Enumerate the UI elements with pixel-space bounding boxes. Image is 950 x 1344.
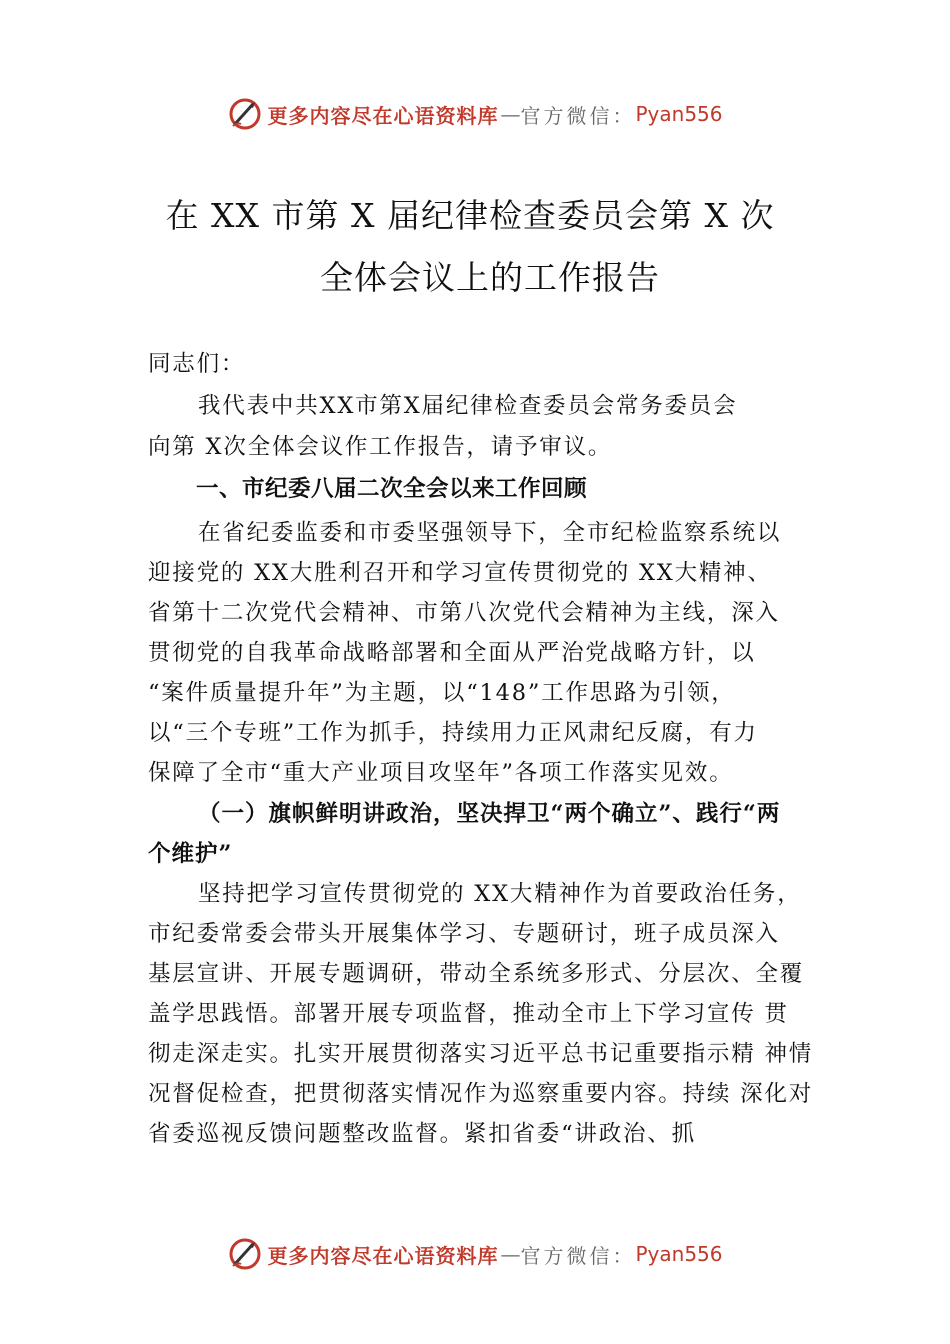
intro-line: 我代表中共XX市第X届纪律检查委员会常务委员会 [198, 393, 738, 419]
salutation: 同志们： [148, 351, 246, 377]
paragraph-line: 在省纪委监委和市委坚强领导下，全市纪检监察系统以 [198, 520, 782, 546]
banner-separator: — [500, 102, 521, 126]
doc-title-line-1: 在 XX 市第 X 届纪律检查委员会第 X 次 [165, 196, 775, 235]
paragraph-line: 省第十二次党代会精神、市第八次党代会精神为主线，深入 [148, 600, 780, 626]
paragraph-line: 市纪委常委会带头开展集体学习、专题研讨，班子成员深入 [148, 921, 780, 947]
pen-logo-icon [227, 1236, 263, 1272]
paragraph-line: 况督促检查，把贯彻落实情况作为巡察重要内容。持续 深化对 [148, 1081, 814, 1107]
paragraph-line: 迎接党的 XX大胜利召开和学习宣传贯彻党的 XX大精神、 [148, 560, 772, 586]
subsection-heading: 个维护” [148, 841, 233, 867]
paragraph-line: 盖学思践悟。部署开展专项监督，推动全市上下学习宣传 贯 [148, 1001, 789, 1027]
banner-text: 更多内容尽在心语资料库 [267, 1243, 499, 1268]
header-banner [0, 94, 950, 134]
paragraph-line: 彻走深走实。扎实开展贯彻落实习近平总书记重要指示精 神情 [148, 1041, 814, 1067]
banner-text: 更多内容尽在心语资料库 [267, 103, 499, 128]
wechat-label: 官方微信： [520, 103, 636, 128]
wechat-label: 官方微信： [520, 1243, 636, 1268]
doc-title-line-2: 全体会议上的工作报告 [320, 258, 660, 297]
pen-logo-icon [227, 96, 263, 132]
intro-line: 向第 X次全体会议作工作报告，请予审议。 [148, 434, 613, 460]
paragraph-line: 省委巡视反馈问题整改监督。紧扣省委“讲政治、抓 [148, 1121, 696, 1147]
paragraph-line: 保障了全市“重大产业项目攻坚年”各项工作落实见效。 [148, 760, 734, 786]
subsection-heading: （一）旗帜鲜明讲政治，坚决捍卫“两个确立”、践行“两 [198, 801, 781, 827]
footer-banner [0, 1234, 950, 1274]
section-heading: 一、市纪委八届二次全会以来工作回顾 [196, 476, 588, 502]
banner-separator: — [500, 1242, 521, 1266]
paragraph-line: 坚持把学习宣传贯彻党的 XX大精神作为首要政治任务， [198, 881, 802, 907]
paragraph-line: 基层宣讲、开展专题调研，带动全系统多形式、分层次、全覆 [148, 961, 805, 987]
paragraph-line: “案件质量提升年”为主题，以“148”工作思路为引领， [148, 680, 736, 706]
paragraph-line: 以“三个专班”工作为抓手，持续用力正风肃纪反腐，有力 [148, 720, 758, 746]
paragraph-line: 贯彻党的自我革命战略部署和全面从严治党战略方针，以 [148, 640, 756, 666]
wechat-id: Pyan556 [635, 1242, 723, 1266]
wechat-id: Pyan556 [635, 102, 723, 126]
